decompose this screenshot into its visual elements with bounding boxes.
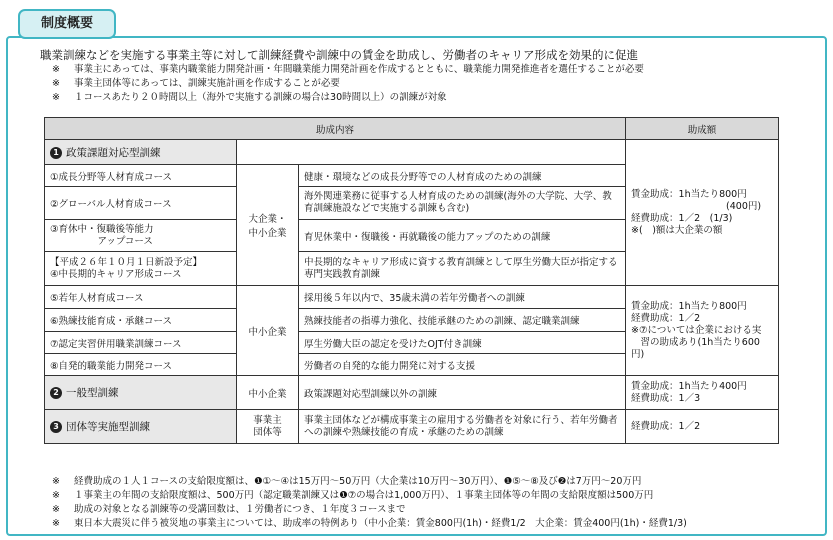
course-desc: 事業主団体などが構成事業主の雇用する労働者を対象に行う、若年労働者への訓練や熟練技能の育成・承継のための訓練 [299,410,626,444]
course-name: ①成長分野等人材育成コース [45,165,237,187]
course-desc: 厚生労働大臣の認定を受けたOJT付き訓練 [299,332,626,354]
amount-cell: 賃金助成：1h当たり800円 (400円) 経費助成：1／2 (1/3) ※( )額は大企業の額 [626,140,779,286]
note-item: ※ 事業主団体等にあっては、訓練実施計画を作成することが必要 [52,78,340,89]
course-name: ②グローバル人材育成コース [45,187,237,220]
header-amount: 助成額 [626,118,779,140]
amount-cell: 賃金助成：1h当たり400円 経費助成：1／3 [626,376,779,410]
note-item: ※ 東日本大震災に伴う被災地の事業主については、助成率の特例あり（中小企業：賃金800円(1h)・経費1/2 大企業：賃金400円(1h)・経費1/3) [52,518,687,529]
note-item: ※ １事業主の年間の支給限度額は、500万円（認定職業訓練又は❶⑦の場合は1,000万円）、１事業主団体等の年間の支給限度額は500万円 [52,490,654,501]
note-item: ※ 助成の対象となる訓練等の受講回数は、１労働者につき、１年度３コースまで [52,504,406,515]
group-title: 3 団体等実施型訓練 [45,410,237,444]
target-cell: 大企業・ 中小企業 [237,165,299,286]
section-tab: 制度概要 [18,9,116,39]
amount-cell: 賃金助成：1h当たり800円 経費助成：1／2 ※⑦については企業における実 習の助成あり(1h当たり600円) [626,286,779,376]
intro-text: 職業訓練などを実施する事業主等に対して訓練経費や訓練中の賃金を助成し、労働者のキャリア形成を効果的に促進 [40,48,638,62]
bottom-notes [52,475,687,531]
course-desc: 政策課題対応型訓練以外の訓練 [299,376,626,410]
note-item: ※ 経費助成の１人１コースの支給限度額は、❶①〜④は15万円〜50万円（大企業は10万円〜30万円）、❶⑤〜⑧及び❷は7万円〜20万円 [52,476,642,487]
course-desc: 海外関連業務に従事する人材育成のための訓練(海外の大学院、大学、教育訓練施設などで実施する訓練も含む) [299,187,626,220]
note-item: ※ 事業主にあっては、事業内職業能力開発計画・年間職業能力開発計画を作成するとともに、職業能力開発推進者を選任することが必要 [52,64,644,75]
amount-cell: 経費助成：1／2 [626,410,779,444]
course-name: ⑤若年人材育成コース [45,286,237,309]
subsidy-table [44,117,779,444]
course-desc: 育児休業中・復職後・再就職後の能力アップのための訓練 [299,220,626,252]
course-desc: 採用後５年以内で、35歳未満の若年労働者への訓練 [299,286,626,309]
course-name: 【平成２６年１０月１日新設予定】 ④中長期的キャリア形成コース [45,252,237,286]
course-name: ⑧自発的職業能力開発コース [45,354,237,376]
course-desc: 熟練技能者の指導力強化、技能承継のための訓練、認定職業訓練 [299,309,626,332]
header-content: 助成内容 [45,118,626,140]
course-name: ⑥熟練技能育成・承継コース [45,309,237,332]
course-name: ③育休中・復職後等能力 アップコース [45,220,237,252]
course-desc: 健康・環境などの成長分野等での人材育成のための訓練 [299,165,626,187]
number-badge: 3 [50,421,62,433]
group-title: 2 一般型訓練 [45,376,237,410]
course-desc: 労働者の自発的な能力開発に対する支援 [299,354,626,376]
note-item: ※ １コースあたり２０時間以上（海外で実施する訓練の場合は30時間以上）の訓練が対象 [52,92,447,103]
target-cell: 中小企業 [237,286,299,376]
number-badge: 1 [50,147,62,159]
course-name: ⑦認定実習併用職業訓練コース [45,332,237,354]
target-cell: 事業主 団体等 [237,410,299,444]
top-notes [52,63,644,105]
group-title: 1 政策課題対応型訓練 [45,140,237,165]
number-badge: 2 [50,387,62,399]
target-cell: 中小企業 [237,376,299,410]
course-desc: 中長期的なキャリア形成に資する教育訓練として厚生労働大臣が指定する専門実践教育訓練 [299,252,626,286]
